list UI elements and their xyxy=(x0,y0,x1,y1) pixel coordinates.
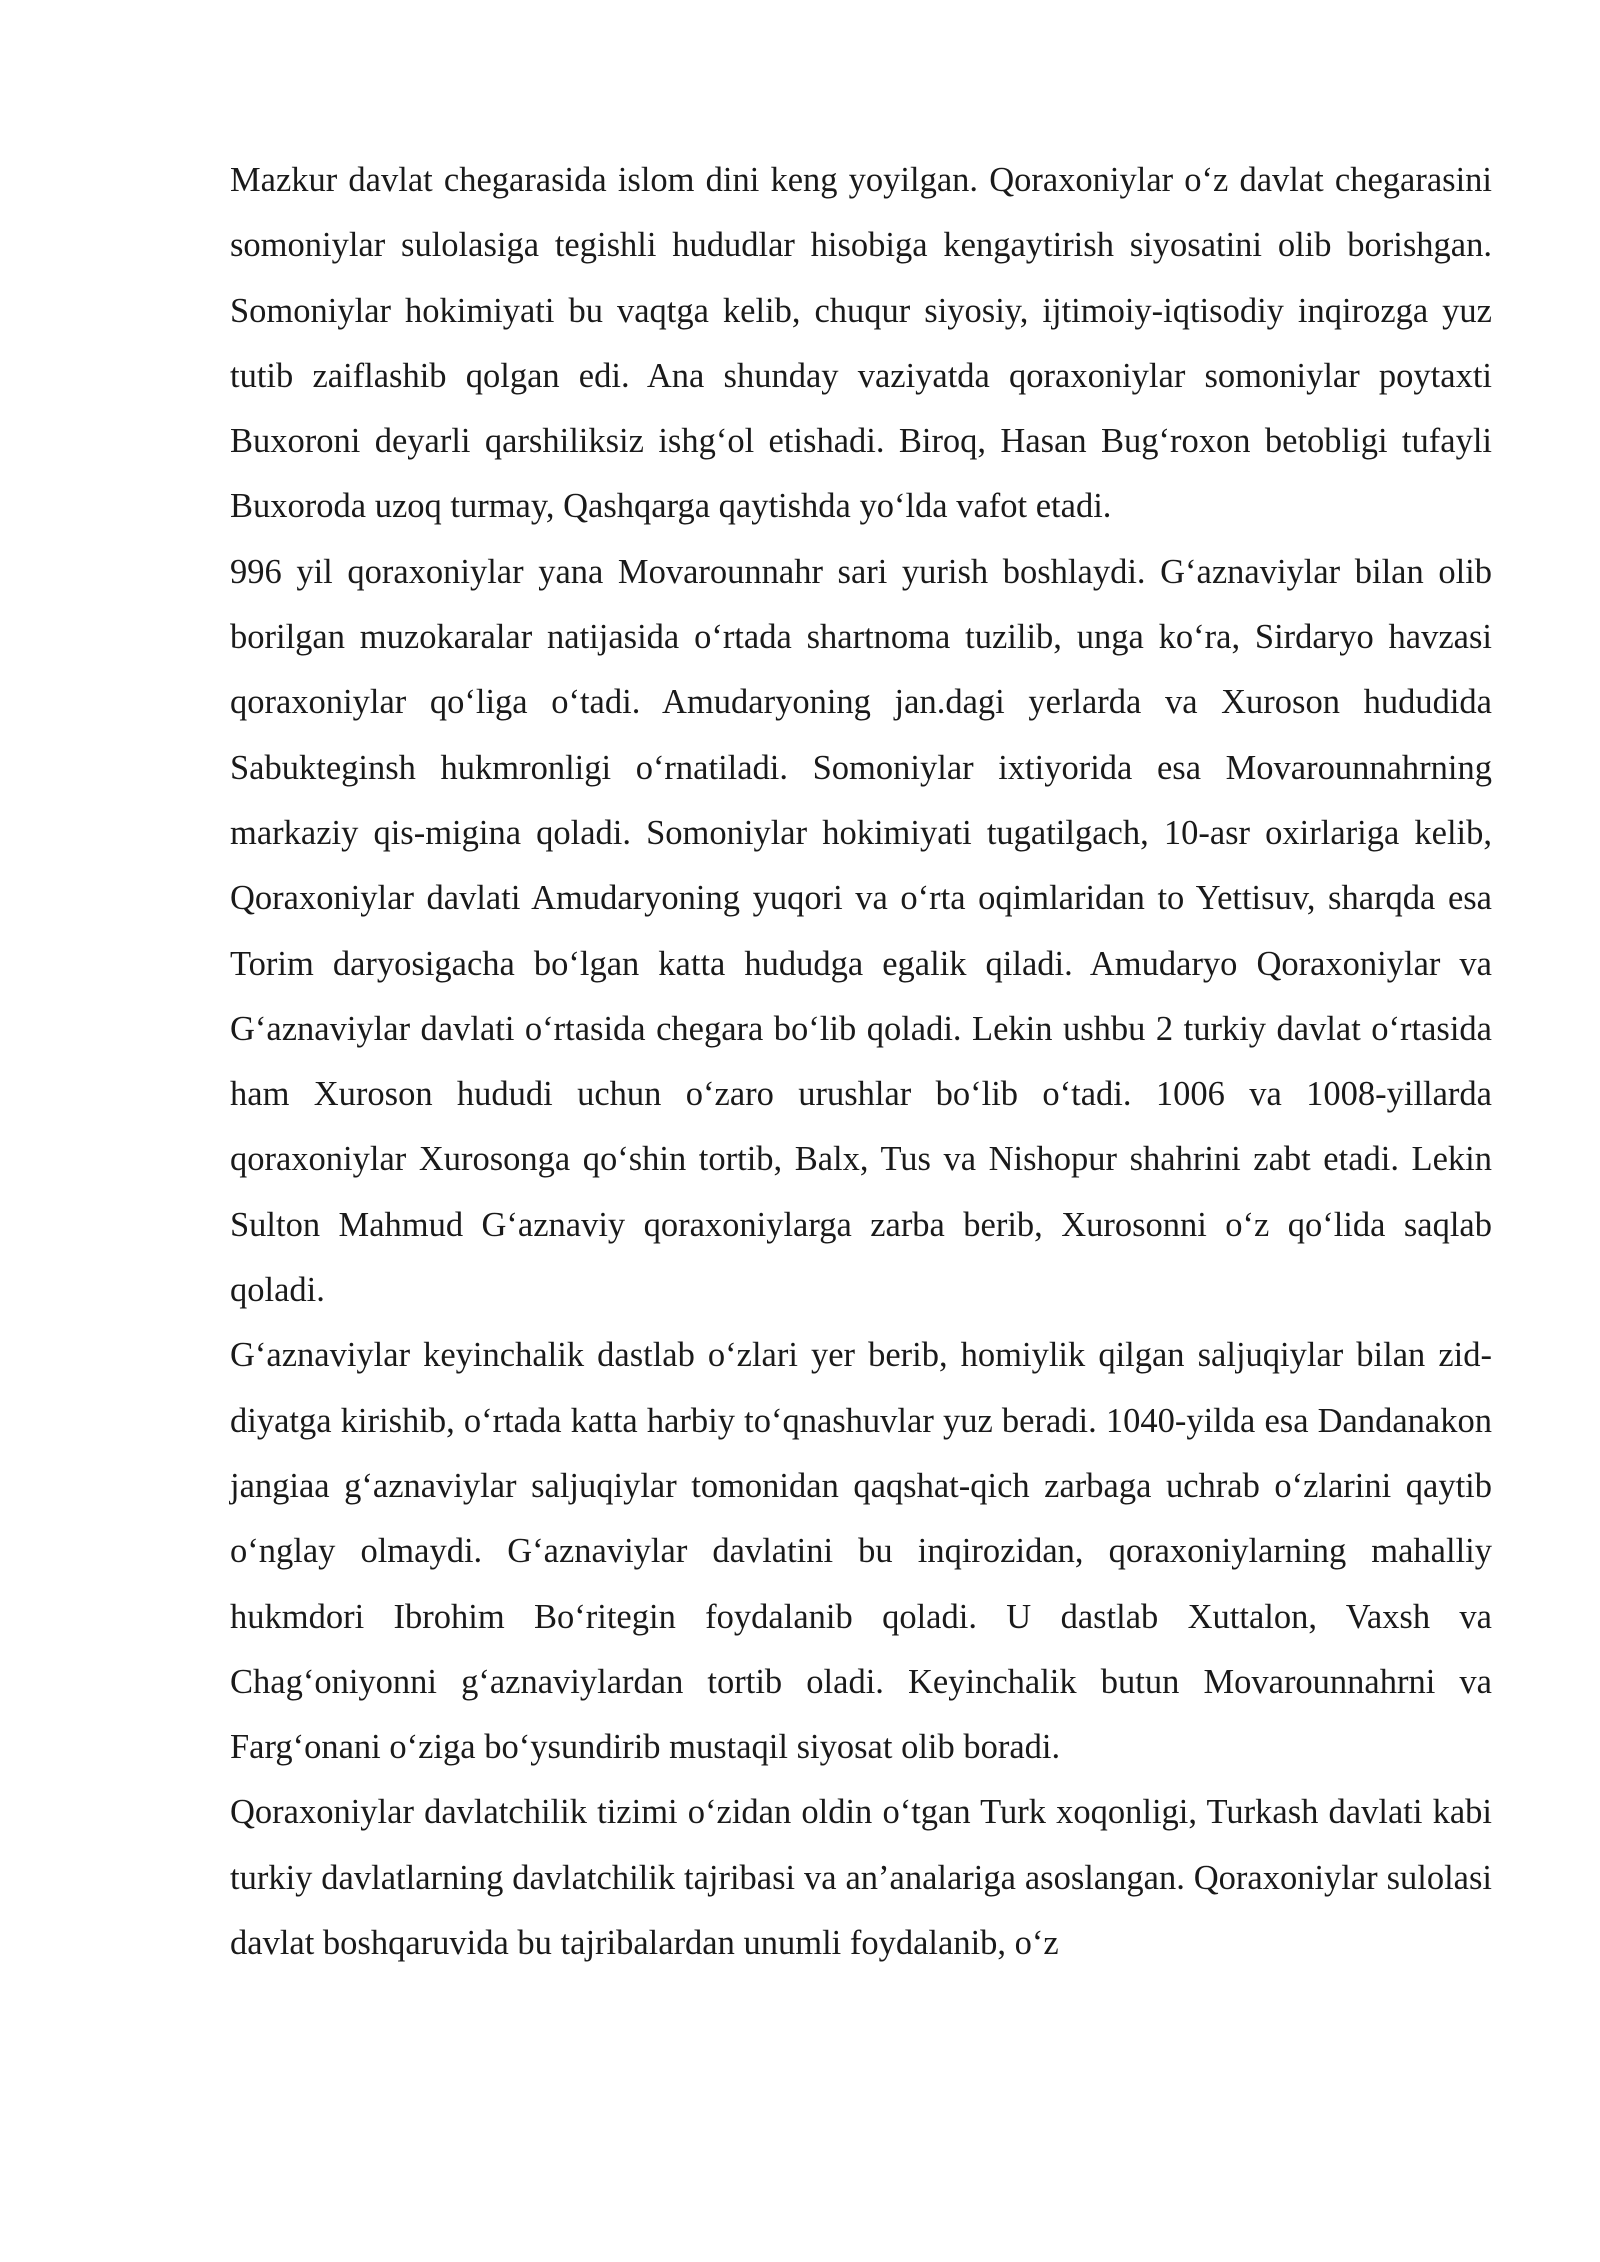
document-page xyxy=(230,148,1492,1976)
paragraph-1: Mazkur davlat chegarasida islom dini keng yoyilgan. Qoraxoniylar o‘z davlat chegarasini somoniylar sulolasiga tegishli hududlar hisobiga kengaytirish siyosatini olib borishgan. Somoniylar hokimiyati bu vaqtga kelib, chuqur siyosiy, ijtimoiy-iqtisodiy inqirozga yuz tutib zaiflashib qolgan edi. Ana shunday vaziyatda qoraxoniylar somoniylar poytaxti Buxoroni deyarli qarshiliksiz ishg‘ol etishadi. Biroq, Hasan Bug‘roxon betobligi tufayli Buxoroda uzoq turmay, Qashqarga qaytishda yo‘lda vafot etadi. xyxy=(230,161,1492,526)
paragraph-2: 996 yil qoraxoniylar yana Movarounnahr sari yurish boshlaydi. G‘aznaviylar bilan olib borilgan muzokaralar natijasida o‘rtada shartnoma tuzilib, unga ko‘ra, Sirdaryo havzasi qoraxoniylar qo‘liga o‘tadi. Amudaryoning jan.dagi yerlarda va Xuroson hududida Sabukteginsh hukmronligi o‘rnatiladi. Somoniylar ixtiyorida esa Movarounnahrning markaziy qis-migina qoladi. Somoniylar hokimiyati tugatilgach, 10-asr oxirlariga kelib, Qoraxoniylar davlati Amudaryoning yuqori va o‘rta oqimlaridan to Yettisuv, sharqda esa Torim daryosigacha bo‘lgan katta hududga egalik qiladi. Amudaryo Qoraxoniylar va G‘aznaviylar davlati o‘rtasida chegara bo‘lib qoladi. Lekin ushbu 2 turkiy davlat o‘rtasida ham Xuroson hududi uchun o‘zaro urushlar bo‘lib o‘tadi. 1006 va 1008-yillarda qoraxoniylar Xurosonga qo‘shin tortib, Balx, Tus va Nishopur shahrini zabt etadi. Lekin Sulton Mahmud G‘aznaviy qoraxoniylarga zarba berib, Xurosonni o‘z qo‘lida saqlab qoladi. xyxy=(230,552,1492,1310)
paragraph-4: Qoraxoniylar davlatchilik tizimi o‘zidan oldin o‘tgan Turk xoqonligi, Turkash davlati kabi turkiy davlatlarning davlatchilik tajribasi va an’analariga asoslangan. Qoraxoniylar sulolasi davlat boshqaruvida bu tajribalardan unumli foydalanib, o‘z xyxy=(230,1793,1492,1963)
paragraph-3: G‘aznaviylar keyinchalik dastlab o‘zlari yer berib, homiylik qilgan saljuqiylar bilan zid-diyatga kirishib, o‘rtada katta harbiy to‘qnashuvlar yuz beradi. 1040-yilda esa Dandanakon jangiaa g‘aznaviylar saljuqiylar tomonidan qaqshat-qich zarbaga uchrab o‘zlarini qaytib o‘nglay olmaydi. G‘aznaviylar davlatini bu inqirozidan, qoraxoniylarning mahalliy hukmdori Ibrohim Bo‘ritegin foydalanib qoladi. U dastlab Xuttalon, Vaxsh va Chag‘oniyonni g‘aznaviylardan tortib oladi. Keyinchalik butun Movarounnahrni va Farg‘onani o‘ziga bo‘ysundirib mustaqil siyosat olib boradi. xyxy=(230,1336,1492,1767)
